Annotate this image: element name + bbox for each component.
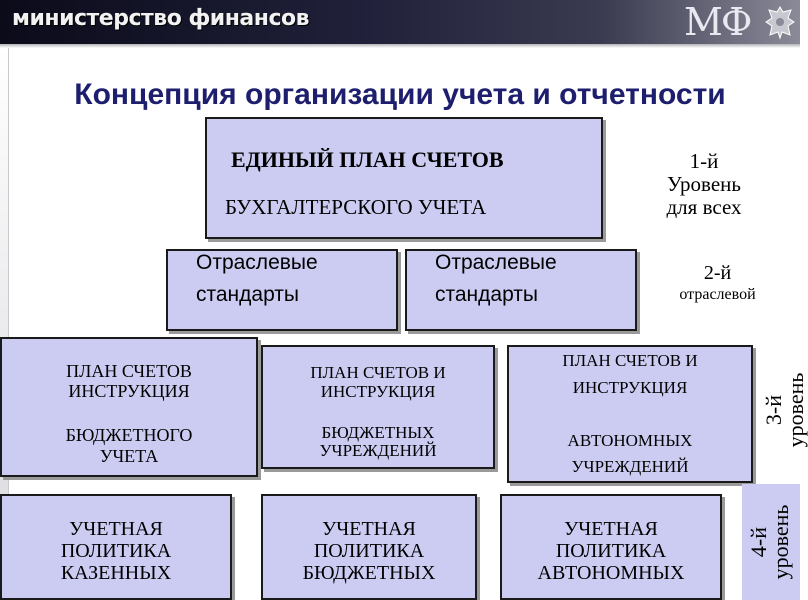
level4-box2-line3: БЮДЖЕТНЫХ	[302, 562, 436, 584]
level4-box2-line1: УЧЕТНАЯ	[322, 518, 416, 540]
level2-label-line1: 2-й	[703, 262, 732, 284]
level4-box3-line2: ПОЛИТИКА	[555, 540, 667, 562]
level3-box1-line1: ПЛАН СЧЕТОВ	[66, 361, 192, 381]
level1-label-line2: Уровень	[667, 172, 741, 196]
unified-chart-of-accounts-box	[205, 117, 603, 239]
budget-institutions-policy-box	[261, 494, 477, 600]
level4-box2-line2: ПОЛИТИКА	[313, 540, 425, 562]
page-title: Концепция организации учета и отчетности	[74, 78, 726, 111]
header-bar	[0, 0, 800, 44]
level4-label-line2: уровень	[768, 504, 793, 580]
level3-box2-line2: ИНСТРУКЦИЯ	[320, 382, 436, 401]
autonomous-institutions-policy-box	[500, 494, 722, 600]
state-institutions-policy-box	[0, 494, 232, 600]
level2-left-line1: Отраслевые	[196, 251, 318, 274]
level4-label	[748, 492, 792, 592]
budget-institutions-plan-box	[261, 345, 495, 469]
level3-box3-line3: АВТОНОМНЫХ	[567, 431, 693, 450]
level3-box2-line4: УЧРЕЖДЕНИЙ	[319, 441, 437, 460]
level4-box3-line1: УЧЕТНАЯ	[564, 518, 658, 540]
coat-of-arms-icon	[764, 4, 796, 40]
level3-box1-line4: УЧЕТА	[99, 446, 159, 466]
autonomous-institutions-plan-box	[507, 345, 753, 483]
level2-left-line2: стандарты	[196, 283, 300, 306]
level3-label	[763, 360, 807, 460]
level2-right-line2: стандарты	[435, 283, 539, 306]
level1-label-line1: 1-й	[689, 149, 719, 173]
level3-box3-line4: УЧРЕЖДЕНИЙ	[571, 457, 689, 476]
industry-standards-box-right	[405, 249, 637, 331]
level3-box3-line1: ПЛАН СЧЕТОВ И	[562, 351, 698, 370]
level3-label-line2: уровень	[783, 372, 808, 448]
level4-label-line1: 4-й	[746, 526, 771, 558]
level3-box1-line2: ИНСТРУКЦИЯ	[68, 381, 190, 401]
header-shadow	[0, 44, 800, 48]
level1-line2: БУХГАЛТЕРСКОГО УЧЕТА	[225, 195, 487, 219]
level4-box3-line3: АВТОНОМНЫХ	[537, 562, 685, 584]
level2-right-line1: Отраслевые	[435, 251, 557, 274]
level1-label	[645, 150, 763, 219]
level3-box2-line3: БЮДЖЕТНЫХ	[321, 423, 435, 442]
industry-standards-box-left	[166, 249, 398, 331]
level4-box1-line3: КАЗЕННЫХ	[60, 562, 172, 584]
level3-label-line1: 3-й	[761, 394, 786, 426]
level4-box1-line1: УЧЕТНАЯ	[69, 518, 163, 540]
level3-box1-line3: БЮДЖЕТНОГО	[65, 425, 193, 445]
ministry-name: министерство финансов	[12, 6, 310, 31]
ministry-logo: МФ	[684, 0, 751, 44]
level2-label-line2: отраслевой	[679, 286, 756, 303]
level2-label	[655, 262, 780, 306]
level1-line1: ЕДИНЫЙ ПЛАН СЧЕТОВ	[231, 147, 504, 172]
level3-box3-line2: ИНСТРУКЦИЯ	[572, 378, 688, 397]
level4-box1-line2: ПОЛИТИКА	[60, 540, 172, 562]
budget-accounting-plan-box	[0, 337, 258, 477]
level3-box2-line1: ПЛАН СЧЕТОВ И	[310, 363, 446, 382]
level1-label-line3: для всех	[666, 195, 742, 219]
